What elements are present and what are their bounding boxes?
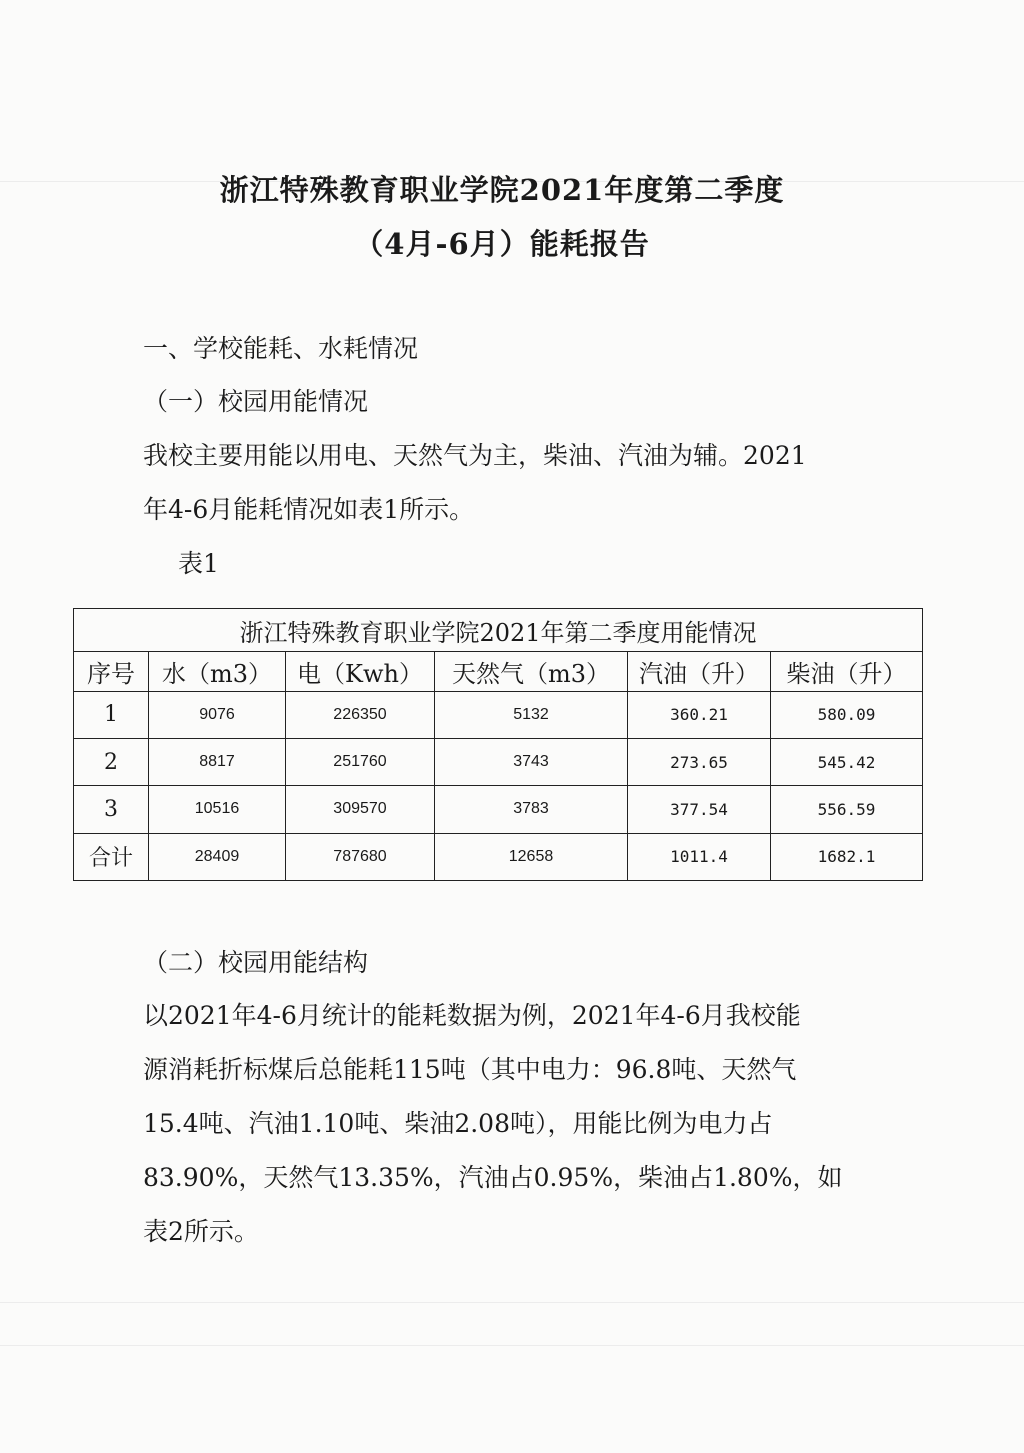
section-heading: 一、学校能耗、水耗情况 — [143, 334, 419, 363]
table-cell: 556.59 — [771, 786, 923, 833]
table-row — [74, 738, 923, 785]
table-cell: 1011.4 — [628, 833, 771, 880]
table-cell: 2 — [74, 738, 149, 785]
table-cell: 合计 — [74, 833, 149, 880]
table-cell: 3 — [74, 786, 149, 833]
subsection-heading: （一）校园用能情况 — [143, 387, 369, 416]
table-label: 表1 — [178, 549, 219, 578]
paragraph-line: 源消耗折标煤后总能耗115吨（其中电力：96.8吨、天然气 — [143, 1055, 797, 1084]
paragraph-line: 我校主要用能以用电、天然气为主，柴油、汽油为辅。2021 — [143, 441, 807, 470]
column-header: 天然气（m3） — [435, 652, 628, 691]
table-cell: 9076 — [149, 691, 286, 738]
table-cell: 1 — [74, 691, 149, 738]
table-cell: 8817 — [149, 738, 286, 785]
table-cell: 10516 — [149, 786, 286, 833]
table-cell: 3743 — [435, 738, 628, 785]
table-cell: 309570 — [286, 786, 435, 833]
table-header-row — [74, 652, 923, 691]
table-cell: 360.21 — [628, 691, 771, 738]
paragraph-line: 83.90%，天然气13.35%，汽油占0.95%，柴油占1.80%，如 — [143, 1163, 843, 1192]
column-header: 汽油（升） — [628, 652, 771, 691]
energy-table — [73, 608, 923, 881]
table-cell: 12658 — [435, 833, 628, 880]
table-cell: 1682.1 — [771, 833, 923, 880]
subsection-heading: （二）校园用能结构 — [143, 948, 369, 977]
paragraph-line: 年4-6月能耗情况如表1所示。 — [143, 495, 475, 524]
scan-artifact-line — [0, 1302, 1024, 1303]
table-cell: 545.42 — [771, 738, 923, 785]
column-header: 序号 — [74, 652, 149, 691]
table-cell: 377.54 — [628, 786, 771, 833]
column-header: 柴油（升） — [771, 652, 923, 691]
document-subtitle: （4月-6月）能耗报告 — [354, 227, 650, 261]
scan-artifact-line — [0, 1345, 1024, 1346]
column-header: 水（m3） — [149, 652, 286, 691]
paragraph-line: 表2所示。 — [143, 1217, 259, 1246]
paragraph-line: 以2021年4-6月统计的能耗数据为例，2021年4-6月我校能 — [143, 1001, 801, 1030]
table-total-row — [74, 833, 923, 880]
table-cell: 273.65 — [628, 738, 771, 785]
table-cell: 787680 — [286, 833, 435, 880]
table-cell: 3783 — [435, 786, 628, 833]
table-cell: 28409 — [149, 833, 286, 880]
paragraph-line: 15.4吨、汽油1.10吨、柴油2.08吨），用能比例为电力占 — [143, 1109, 773, 1138]
table-cell: 226350 — [286, 691, 435, 738]
table-row — [74, 786, 923, 833]
document-title: 浙江特殊教育职业学院2021年度第二季度 — [219, 173, 785, 207]
table-cell: 580.09 — [771, 691, 923, 738]
column-header: 电（Kwh） — [286, 652, 435, 691]
table-row — [74, 691, 923, 738]
table-cell: 251760 — [286, 738, 435, 785]
table-caption: 浙江特殊教育职业学院2021年第二季度用能情况 — [74, 609, 923, 652]
table-cell: 5132 — [435, 691, 628, 738]
